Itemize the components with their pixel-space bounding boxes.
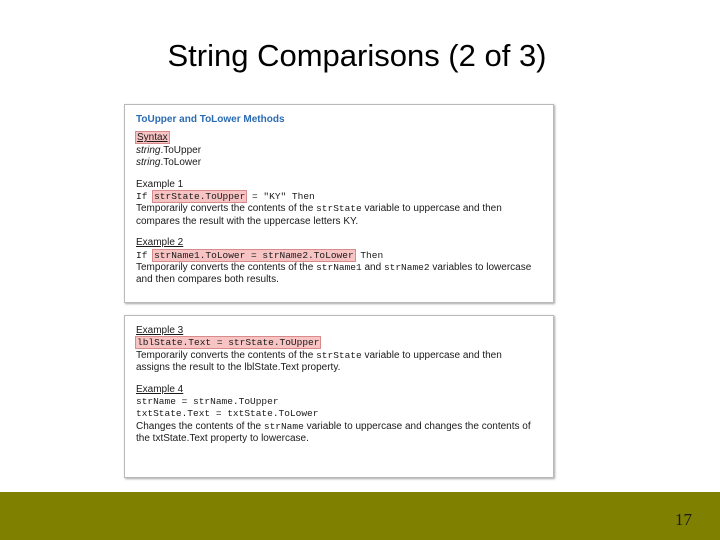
desc-code: strName1 bbox=[316, 262, 362, 274]
syntax-label-row bbox=[136, 132, 545, 144]
slide-title: String Comparisons (2 of 3) bbox=[167, 38, 547, 73]
desc-text: variables to lowercase and then compares both results. bbox=[136, 262, 532, 286]
desc-text: Temporarily converts the contents of the bbox=[136, 349, 317, 361]
example2-label: Example 2 bbox=[136, 237, 184, 249]
syntax-string-placeholder: string bbox=[136, 144, 161, 156]
desc-text: Temporarily converts the contents of the bbox=[136, 262, 317, 274]
example1-label: Example 1 bbox=[136, 178, 184, 190]
desc-code: strState bbox=[316, 349, 362, 361]
example3-label: Example 3 bbox=[136, 325, 184, 336]
code-highlight: strState.ToUpper bbox=[154, 191, 246, 203]
figure-heading: ToUpper and ToLower Methods bbox=[136, 114, 285, 125]
example4-code-line1: strName = strName.ToUpper bbox=[136, 396, 279, 408]
code-keyword: If bbox=[136, 249, 154, 261]
desc-text: Changes the contents of the bbox=[136, 420, 264, 432]
example4-description bbox=[136, 421, 536, 446]
example2-description bbox=[136, 262, 536, 287]
desc-code: strName bbox=[263, 420, 304, 432]
desc-text: variable to uppercase and then compares the result with the uppercase letters KY. bbox=[136, 203, 502, 227]
methods-figure-bottom bbox=[124, 315, 554, 478]
example1-code bbox=[136, 191, 545, 203]
code-rest: Then bbox=[354, 249, 384, 261]
desc-text: Temporarily converts the contents of the bbox=[136, 203, 317, 215]
syntax-method: .ToUpper bbox=[160, 144, 202, 156]
syntax-label: Syntax bbox=[137, 132, 168, 144]
code-highlight: strName1.ToLower = strName2.ToLower bbox=[154, 249, 354, 261]
desc-code: strName2 bbox=[383, 262, 430, 274]
code-keyword: If bbox=[136, 191, 154, 203]
example2-code bbox=[136, 250, 545, 262]
code-rest: = "KY" Then bbox=[246, 191, 315, 203]
desc-text: variable to uppercase and then assigns the result to the lblState.Text property. bbox=[136, 349, 502, 374]
desc-text: variable to uppercase and changes the contents of the txtState.Text property to lowercase. bbox=[136, 420, 531, 445]
footer-bar bbox=[0, 492, 720, 540]
syntax-line-upper bbox=[136, 145, 545, 157]
example1-description bbox=[136, 203, 536, 228]
page-number: 17 bbox=[675, 510, 692, 529]
methods-figure-top bbox=[124, 104, 554, 303]
code-highlight: lblState.Text = strState.ToUpper bbox=[137, 337, 320, 349]
desc-text: and bbox=[361, 262, 384, 274]
example3-description bbox=[136, 350, 536, 375]
syntax-method: .ToLower bbox=[160, 157, 202, 169]
example4-code-line2: txtState.Text = txtState.ToLower bbox=[136, 408, 319, 420]
desc-code: strState bbox=[316, 203, 362, 215]
syntax-string-placeholder: string bbox=[136, 157, 161, 169]
example4-label: Example 4 bbox=[136, 383, 184, 395]
syntax-line-lower bbox=[136, 157, 545, 169]
example3-code bbox=[136, 337, 545, 349]
